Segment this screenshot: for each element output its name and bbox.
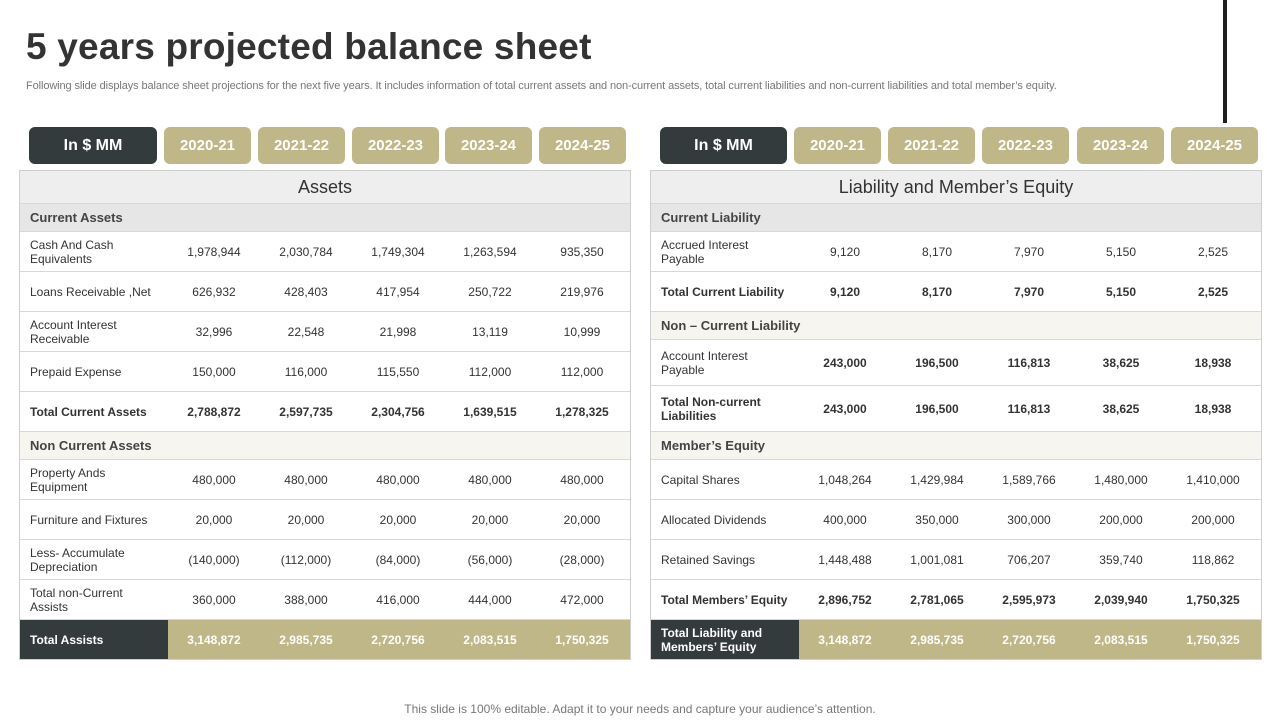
cell: 2,083,515 — [463, 632, 517, 647]
liabilities-header-row — [650, 127, 1262, 164]
cell: 8,170 — [921, 244, 953, 259]
cell: 1,978,944 — [187, 244, 241, 259]
cell: 196,500 — [915, 355, 959, 370]
table-row — [20, 580, 630, 620]
cell: 20,000 — [287, 512, 325, 527]
table-row — [20, 540, 630, 580]
cell: 1,410,000 — [1186, 472, 1240, 487]
assets-table — [19, 170, 631, 660]
cell: 20,000 — [379, 512, 417, 527]
cell: (56,000) — [467, 552, 513, 567]
cell: 2,781,065 — [910, 592, 964, 607]
table-row — [651, 232, 1261, 272]
cell: 8,170 — [921, 284, 953, 299]
cell: 480,000 — [284, 472, 328, 487]
section-header: Current Assets — [20, 204, 630, 232]
cell: 935,350 — [560, 244, 604, 259]
cell: 115,550 — [376, 364, 420, 379]
cell: 1,750,325 — [1186, 632, 1240, 647]
row-label: Loans Receivable ,Net — [30, 284, 151, 299]
cell: 112,000 — [560, 364, 604, 379]
cell: 9,120 — [829, 244, 861, 259]
cell: 32,996 — [195, 324, 233, 339]
row-label: Prepaid Expense — [30, 364, 122, 379]
row-label: Allocated Dividends — [661, 512, 767, 527]
cell: 2,083,515 — [1094, 632, 1148, 647]
cell: 2,597,735 — [279, 404, 333, 419]
section-header: Non Current Assets — [20, 432, 630, 460]
page-subtitle: Following slide displays balance sheet projections for the next five years. It includes information of total current assets and non-current assets, total current liabilities and non-current liabilities and total member’s equity. — [26, 80, 1057, 92]
cell: 3,148,872 — [187, 632, 241, 647]
row-label: Total Assists — [20, 620, 168, 659]
row-label: Total Non-current Liabilities — [661, 394, 761, 423]
row-label: Total Current Assets — [30, 404, 147, 419]
cell: 360,000 — [192, 592, 236, 607]
cell: 1,001,081 — [910, 552, 964, 567]
unit-label: In $ MM — [660, 127, 787, 164]
cell: 250,722 — [468, 284, 512, 299]
row-label: Total Current Liability — [661, 284, 785, 299]
cell: 1,429,984 — [910, 472, 964, 487]
table-row — [20, 312, 630, 352]
year-header: 2023-24 — [1077, 127, 1164, 164]
cell: 2,304,756 — [371, 404, 425, 419]
cell: 359,740 — [1099, 552, 1143, 567]
cell: 388,000 — [284, 592, 328, 607]
cell: 118,862 — [1191, 552, 1235, 567]
cell: 2,030,784 — [279, 244, 333, 259]
cell: 9,120 — [829, 284, 861, 299]
cell: 1,639,515 — [463, 404, 517, 419]
grand-total-row — [651, 620, 1261, 659]
cell: 400,000 — [823, 512, 867, 527]
cell: (112,000) — [280, 552, 332, 567]
cell: 1,263,594 — [463, 244, 517, 259]
year-header: 2021-22 — [888, 127, 975, 164]
row-label: Retained Savings — [661, 552, 756, 567]
table-row — [651, 340, 1261, 386]
year-header: 2022-23 — [352, 127, 439, 164]
cell: 5,150 — [1105, 244, 1137, 259]
cell: 7,970 — [1013, 284, 1045, 299]
cell: 480,000 — [468, 472, 512, 487]
cell: 13,119 — [472, 324, 508, 339]
assets-header-row — [19, 127, 631, 164]
liabilities-panel — [650, 127, 1262, 654]
row-label: Property Ands Equipment — [30, 465, 106, 494]
cell: 480,000 — [560, 472, 604, 487]
cell: 1,480,000 — [1094, 472, 1148, 487]
table-row — [20, 272, 630, 312]
cell: 2,720,756 — [1002, 632, 1056, 647]
table-title: Assets — [20, 171, 630, 204]
row-label: Total non-Current Assists — [30, 585, 123, 614]
cell: 20,000 — [471, 512, 509, 527]
cell: 200,000 — [1191, 512, 1235, 527]
table-row — [651, 540, 1261, 580]
section-header: Member’s Equity — [651, 432, 1261, 460]
table-row — [20, 232, 630, 272]
table-row — [20, 352, 630, 392]
year-header: 2022-23 — [982, 127, 1069, 164]
cell: 7,970 — [1013, 244, 1045, 259]
year-header: 2024-25 — [539, 127, 626, 164]
cell: 1,750,325 — [1186, 592, 1240, 607]
cell: 417,954 — [376, 284, 420, 299]
cell: 2,525 — [1197, 284, 1229, 299]
section-header: Current Liability — [651, 204, 1261, 232]
cell: 38,625 — [1102, 355, 1140, 370]
liabilities-table — [650, 170, 1262, 660]
cell: 1,048,264 — [818, 472, 872, 487]
row-label: Account Interest Receivable — [30, 317, 117, 346]
row-label: Accrued Interest Payable — [661, 237, 749, 266]
footer-note: This slide is 100% editable. Adapt it to your needs and capture your audience’s attention. — [404, 702, 876, 716]
table-row-total — [651, 272, 1261, 312]
cell: 243,000 — [823, 355, 867, 370]
cell: 1,750,325 — [555, 632, 609, 647]
year-header: 2021-22 — [258, 127, 345, 164]
cell: 2,720,756 — [371, 632, 425, 647]
year-header: 2023-24 — [445, 127, 532, 164]
decorative-bar — [1223, 0, 1227, 123]
cell: 444,000 — [468, 592, 512, 607]
table-row-total — [651, 580, 1261, 620]
cell: 2,985,735 — [910, 632, 964, 647]
cell: 1,448,488 — [818, 552, 872, 567]
cell: 116,813 — [1007, 401, 1051, 416]
grand-total-row — [20, 620, 630, 659]
table-row-total — [651, 386, 1261, 432]
cell: 2,896,752 — [818, 592, 872, 607]
cell: 116,813 — [1007, 355, 1051, 370]
cell: 21,998 — [379, 324, 417, 339]
row-label: Cash And Cash Equivalents — [30, 237, 114, 266]
cell: 20,000 — [195, 512, 233, 527]
table-row-total — [20, 392, 630, 432]
unit-label: In $ MM — [29, 127, 157, 164]
cell: (140,000) — [188, 552, 240, 567]
row-label: Capital Shares — [661, 472, 740, 487]
cell: 116,000 — [284, 364, 328, 379]
cell: 2,788,872 — [187, 404, 241, 419]
section-header: Non – Current Liability — [651, 312, 1261, 340]
cell: 626,932 — [192, 284, 236, 299]
cell: 706,207 — [1007, 552, 1051, 567]
cell: 200,000 — [1099, 512, 1143, 527]
row-label: Less- Accumulate Depreciation — [30, 545, 125, 574]
table-row — [651, 460, 1261, 500]
cell: 472,000 — [560, 592, 604, 607]
cell: 428,403 — [284, 284, 328, 299]
table-title: Liability and Member’s Equity — [651, 171, 1261, 204]
table-row — [20, 460, 630, 500]
year-header: 2024-25 — [1171, 127, 1258, 164]
cell: 196,500 — [915, 401, 959, 416]
page-title: 5 years projected balance sheet — [26, 26, 592, 67]
cell: 18,938 — [1194, 401, 1232, 416]
cell: (28,000) — [559, 552, 605, 567]
cell: 18,938 — [1194, 355, 1232, 370]
table-row — [651, 500, 1261, 540]
cell: 1,278,325 — [555, 404, 609, 419]
cell: 22,548 — [287, 324, 325, 339]
cell: 2,039,940 — [1094, 592, 1148, 607]
assets-panel — [19, 127, 631, 647]
cell: 1,749,304 — [371, 244, 425, 259]
cell: 150,000 — [192, 364, 236, 379]
table-row — [20, 500, 630, 540]
cell: 350,000 — [915, 512, 959, 527]
cell: 2,985,735 — [279, 632, 333, 647]
year-header: 2020-21 — [164, 127, 251, 164]
cell: 3,148,872 — [818, 632, 872, 647]
cell: 219,976 — [560, 284, 604, 299]
row-label: Total Liability and Members’ Equity — [651, 620, 799, 659]
cell: 38,625 — [1102, 401, 1140, 416]
cell: 20,000 — [563, 512, 601, 527]
year-header: 2020-21 — [794, 127, 881, 164]
row-label: Total Members’ Equity — [661, 592, 788, 607]
cell: 243,000 — [823, 401, 867, 416]
cell: 300,000 — [1007, 512, 1051, 527]
cell: 480,000 — [192, 472, 236, 487]
cell: 416,000 — [376, 592, 420, 607]
cell: 2,525 — [1197, 244, 1229, 259]
cell: 10,999 — [563, 324, 601, 339]
cell: 2,595,973 — [1002, 592, 1056, 607]
cell: 1,589,766 — [1002, 472, 1056, 487]
cell: 5,150 — [1105, 284, 1137, 299]
row-label: Account Interest Payable — [661, 348, 748, 377]
cell: 112,000 — [468, 364, 512, 379]
row-label: Furniture and Fixtures — [30, 512, 148, 527]
cell: (84,000) — [375, 552, 421, 567]
cell: 480,000 — [376, 472, 420, 487]
